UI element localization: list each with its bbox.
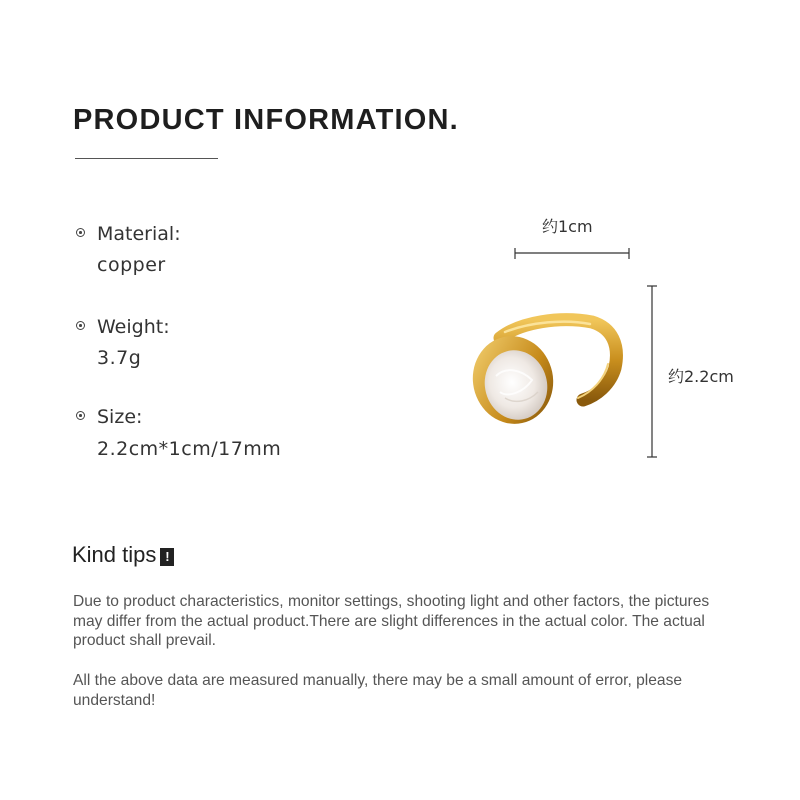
bullet-icon — [76, 411, 85, 420]
disclaimer-paragraph — [73, 592, 713, 651]
page-title: PRODUCT INFORMATION. — [73, 104, 459, 136]
spec-value: 2.2cm*1cm/17mm — [97, 438, 282, 460]
disclaimer-text: Due to product characteristics, monitor settings, shooting light and other factors, the pictures may differ from the actual product.There are slight differences in the actual color. The actual product shall prevail. — [73, 593, 710, 649]
height-label: 约2.2cm — [668, 367, 734, 386]
measurement-note — [73, 671, 713, 710]
kind-tips-heading — [72, 542, 174, 568]
exclamation-icon: ! — [160, 548, 174, 566]
height-dimension-line — [647, 286, 657, 457]
spec-value: 3.7g — [97, 347, 142, 369]
kind-tips-title: Kind tips — [72, 542, 157, 567]
title-underline — [75, 158, 218, 159]
bullet-icon — [76, 321, 85, 330]
spec-label: Weight: — [97, 316, 170, 338]
measurement-text: All the above data are measured manually, there may be a small amount of error, please understand! — [73, 672, 683, 709]
ring-illustration — [460, 240, 680, 470]
spec-label: Material: — [97, 223, 181, 245]
width-label: 约1cm — [542, 217, 593, 236]
bullet-icon — [76, 228, 85, 237]
width-dimension-line — [515, 248, 629, 259]
spec-label: Size: — [97, 406, 143, 428]
spec-value: copper — [97, 254, 166, 276]
